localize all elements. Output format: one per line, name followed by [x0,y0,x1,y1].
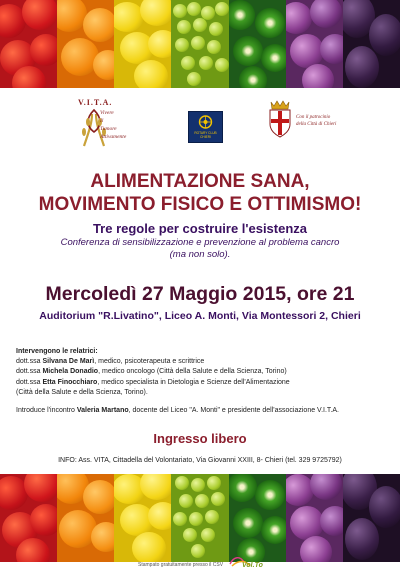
main-title: ALIMENTAZIONE SANA, MOVIMENTO FISICO E OTTIMISMO! [38,171,362,215]
printed-by-text: Stampato gratuitamente presso il CSV [138,562,224,568]
rotary-club-logo [188,111,223,143]
speaker-line: dott.ssa Etta Finocchiaro, medico specialista in Dietologia e Scienze dell'Alimentazione [16,378,290,386]
subtitle: Tre regole per costruire l'esistenza [92,221,308,236]
fruit-banner-top [0,0,400,88]
csv-volto-logo [226,554,268,570]
grapes-panel [171,474,228,562]
grapes-panel [171,0,228,88]
oranges-panel [57,0,114,88]
info-contact: INFO: Ass. VITA, Cittadella del Volontariato, Via Giovanni XXIII, 8- Chieri (tel. 329 9725792) [58,457,342,464]
entry-free: Ingresso libero [153,431,247,446]
speaker-line: dott.ssa Michela Donadio, medico oncologo (Città della Salute e della Scienza, Torino) [16,368,287,376]
vita-name: V.I.T.A. [78,98,113,107]
vita-subtitle: Vivere Il Tumore Attivamente [100,110,127,140]
conference-description: Conferenza di sensibilizzazione e prevenzione al problema cancro (ma non solo). [60,237,340,260]
fruit-banner-bottom [0,474,400,562]
patronage-text: Con il patrocinio della Città di Chieri [296,115,337,127]
kiwi-panel [229,0,286,88]
csv-logo-text: Vol.To [242,562,263,569]
eggplant-panel [343,0,400,88]
lemons-panel [114,474,171,562]
tomatoes-panel [0,0,57,88]
kiwi-panel [229,474,286,562]
introduction-line: Introduce l'incontro Valeria Martano, docente del Liceo "A. Monti" e presidente dell'associazione V.I.T.A. [16,407,339,414]
rotary-club-name: ROTARY CLUB CHIERI [194,131,217,139]
lemons-panel [114,0,171,88]
speaker-line: dott.ssa Silvana De Marì, medico, psicoterapeuta e scrittrice [16,358,205,366]
footer [0,562,400,571]
event-date: Mercoledì 27 Maggio 2015, ore 21 [45,283,355,305]
plums-panel [286,474,343,562]
speakers-section [16,347,396,398]
oranges-panel [57,474,114,562]
event-venue: Auditorium "R.Livatino", Liceo A. Monti, Via Montessori 2, Chieri [39,310,361,322]
chieri-crest-icon [268,100,292,138]
speakers-heading: Intervengono le relatrici: [16,348,98,355]
eggplant-panel [343,474,400,562]
logos-row [0,96,400,166]
speaker-line: (Città della Salute e della Scienza, Torino). [16,388,148,396]
rotary-wheel-icon [189,112,222,130]
tomatoes-panel [0,474,57,562]
plums-panel [286,0,343,88]
